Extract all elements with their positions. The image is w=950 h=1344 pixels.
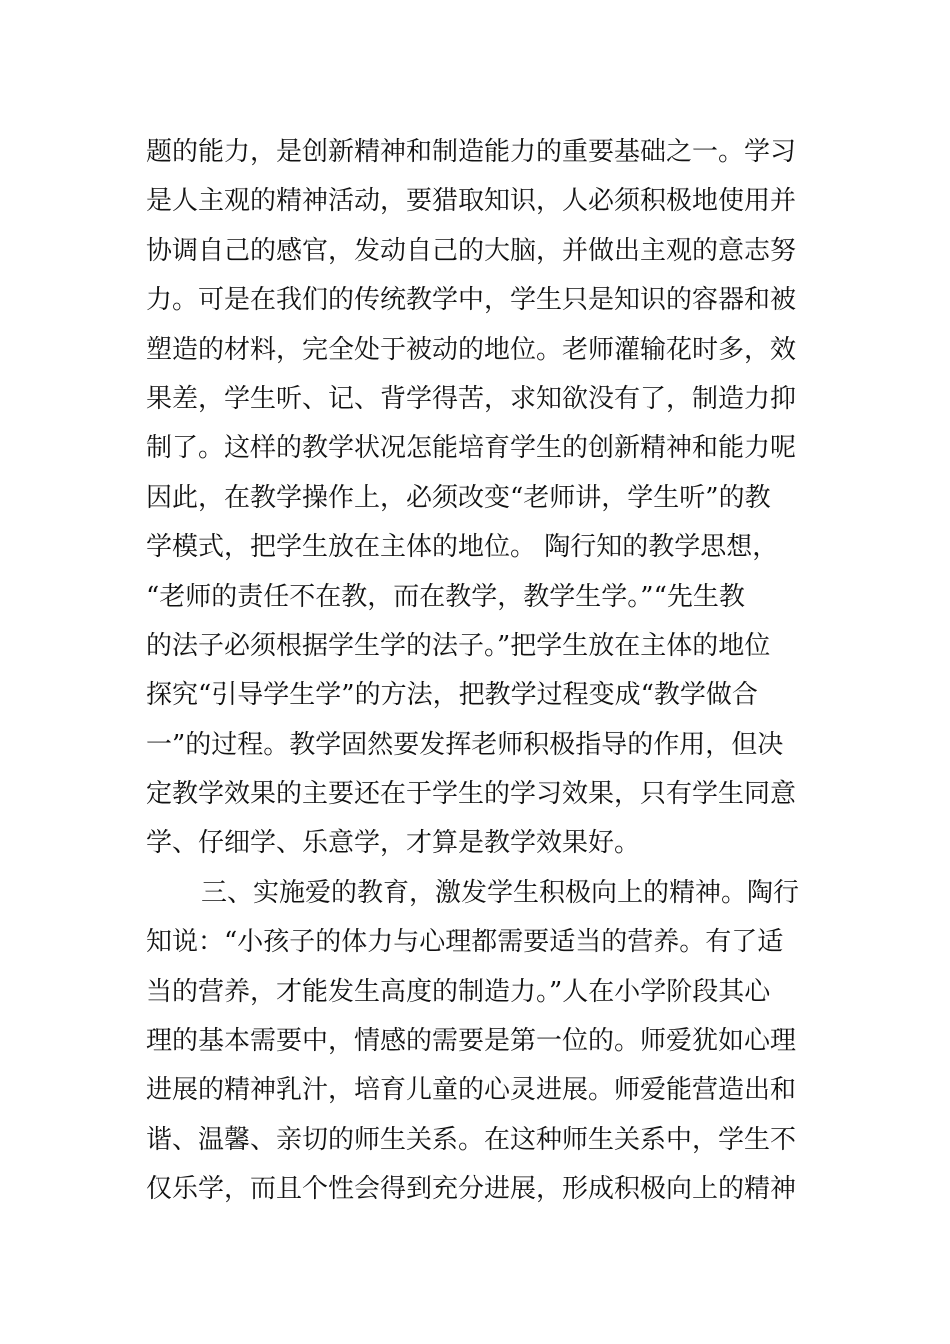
text-line: 探究“引导学生学”的方法，把教学过程变成“教学做合	[146, 680, 758, 711]
text-line: 定教学效果的主要还在于学生的学习效果，只有学生同意	[146, 779, 797, 810]
text-line: 仅乐学，而且个性会得到充分进展，形成积极向上的精神	[146, 1174, 797, 1205]
text-line: “老师的责任不在教，而在教学，教学生学。”“先生教	[146, 581, 745, 612]
text-line: 协调自己的感官，发动自己的大脑，并做出主观的意志努	[146, 235, 797, 266]
text-line: 是人主观的精神活动，要猎取知识，人必须积极地使用并	[146, 186, 797, 217]
text-line: 进展的精神乳汁，培育儿童的心灵进展。师爱能营造出和	[146, 1075, 797, 1106]
text-line: 制了。这样的教学状况怎能培育学生的创新精神和能力呢	[146, 433, 797, 464]
text-line: 的法子必须根据学生学的法子。”把学生放在主体的地位	[146, 630, 771, 661]
text-line: 题的能力，是创新精神和制造能力的重要基础之一。学习	[146, 137, 797, 167]
text-line: 塑造的材料，完全处于被动的地位。老师灌输花时多，效	[146, 334, 797, 365]
text-line: 谐、温馨、亲切的师生关系。在这种师生关系中，学生不	[146, 1124, 797, 1155]
text-line: 学模式，把学生放在主体的地位。 陶行知的教学思想，	[146, 532, 779, 563]
text-line: 力。可是在我们的传统教学中，学生只是知识的容器和被	[146, 285, 797, 316]
paragraph-start-line: 三、实施爱的教育，激发学生积极向上的精神。陶行	[201, 877, 800, 908]
text-line: 理的基本需要中，情感的需要是第一位的。师爱犹如心理	[146, 1026, 797, 1057]
body-text	[146, 128, 816, 1215]
text-line: 知说：“小孩子的体力与心理都需要适当的营养。有了适	[146, 927, 784, 958]
text-line: 当的营养，才能发生高度的制造力。”人在小学阶段其心	[146, 976, 771, 1007]
text-line: 学、仔细学、乐意学，才算是教学效果好。	[146, 828, 641, 859]
text-line: 因此，在教学操作上，必须改变“老师讲，学生听”的教	[146, 482, 771, 513]
text-line: 果差，学生听、记、背学得苦，求知欲没有了，制造力抑	[146, 383, 797, 414]
text-line: 一”的过程。教学固然要发挥老师积极指导的作用，但决	[146, 729, 784, 760]
